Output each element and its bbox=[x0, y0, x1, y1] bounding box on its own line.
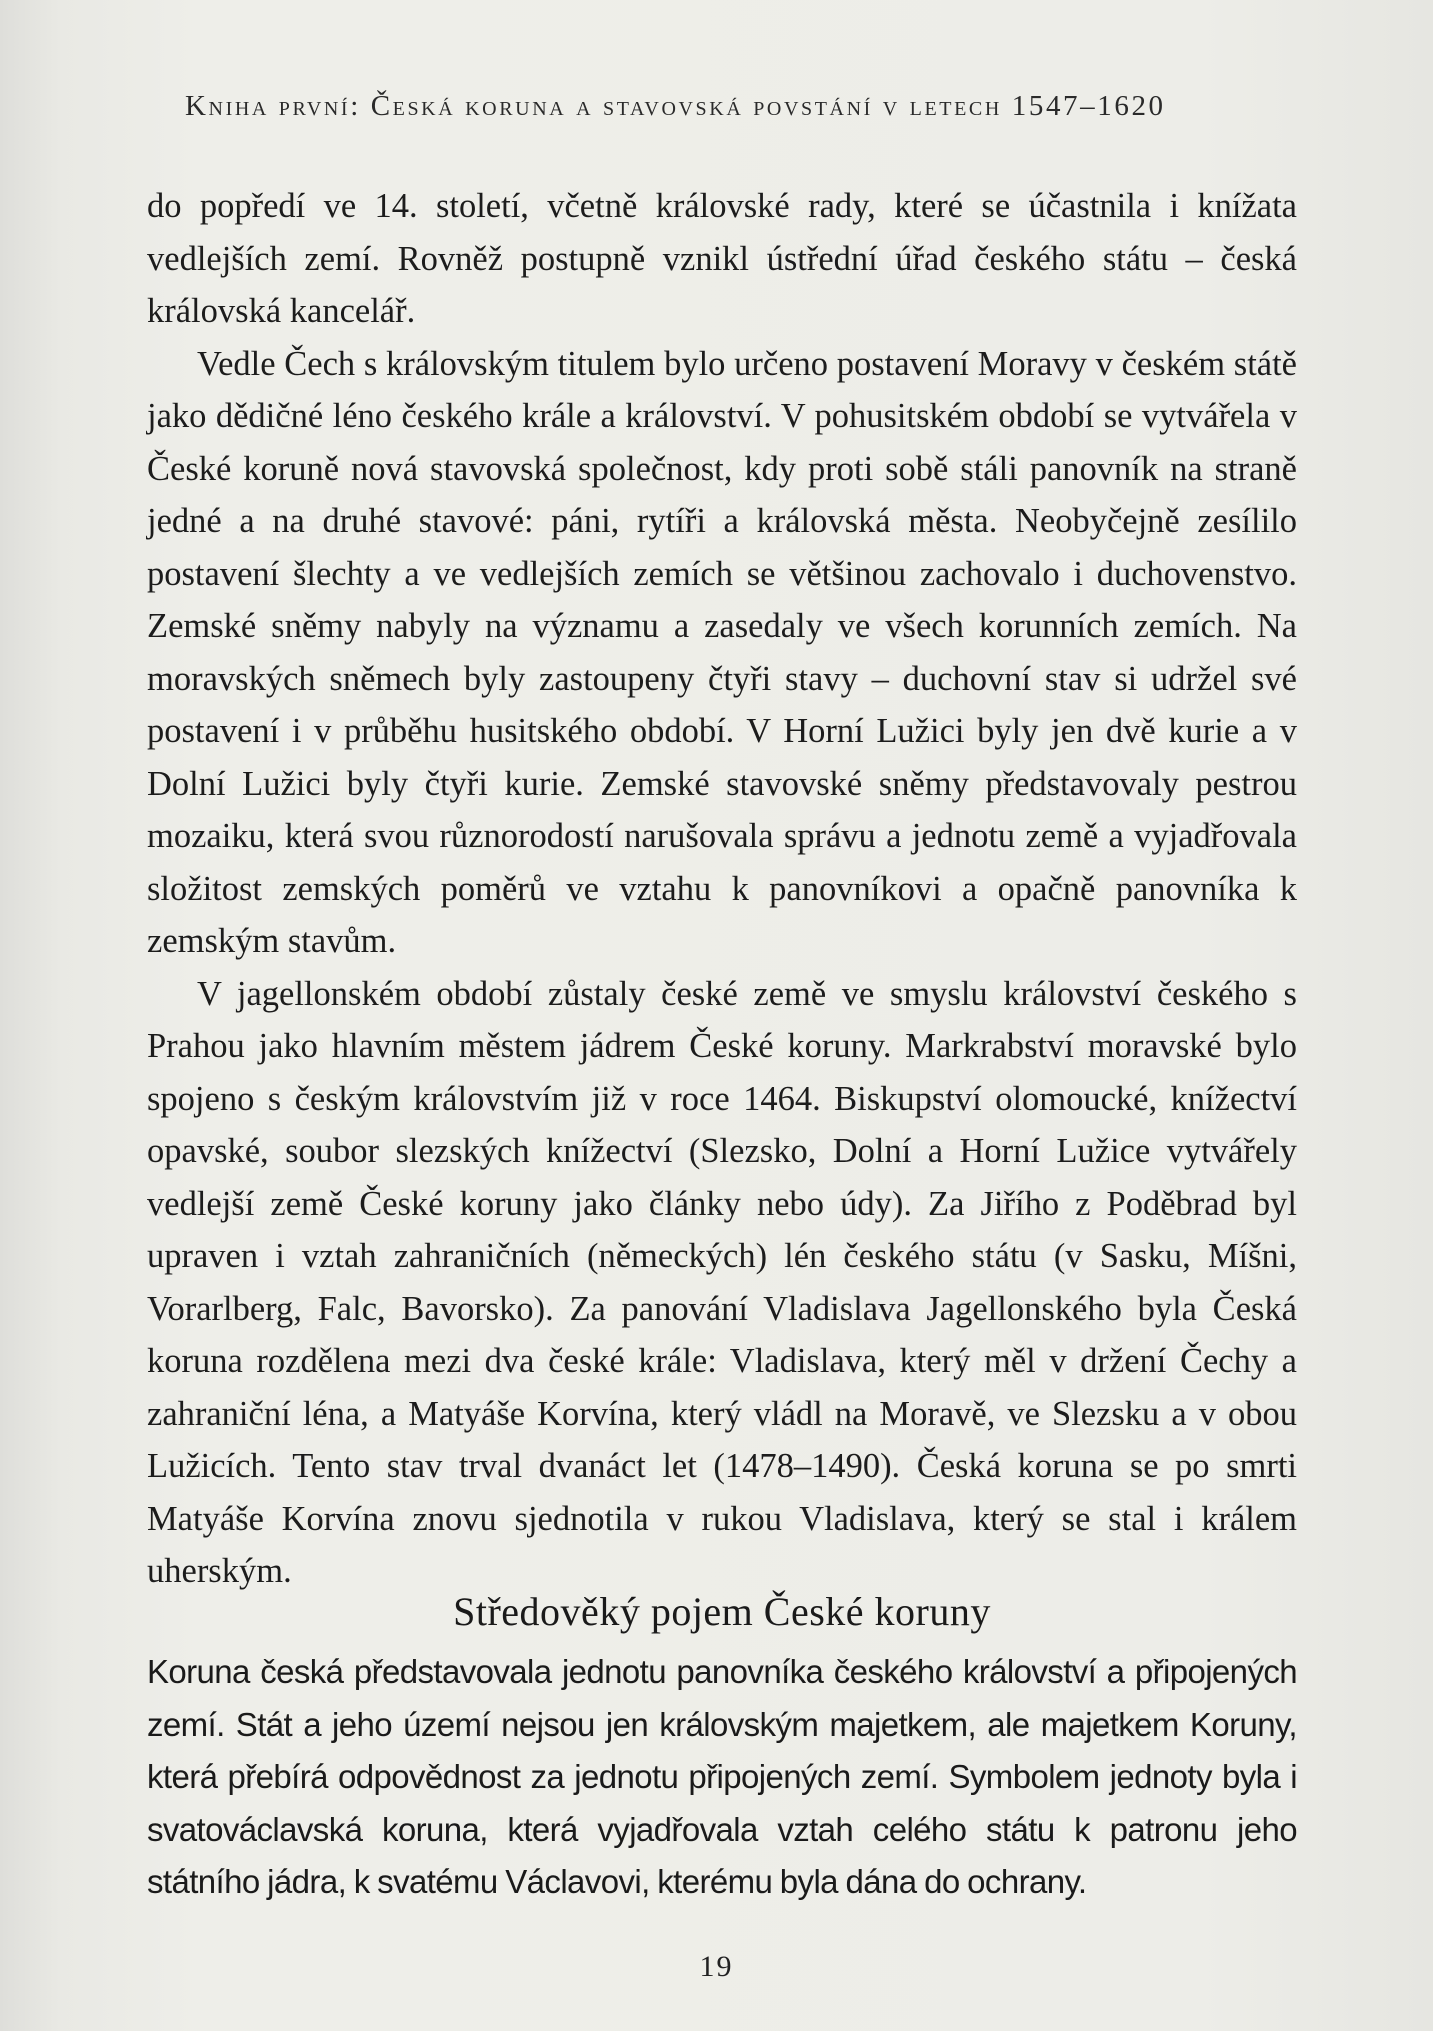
section-text bbox=[147, 1646, 1297, 1909]
paragraph-continuation: do popředí ve 14. století, včetně královské rady, které se účastnila i knížata vedlejších zemí. Rovněž postupně vznikl ústřední úřad českého státu – česká královská kancelář. bbox=[147, 187, 1297, 330]
page-number: 19 bbox=[699, 1950, 734, 1983]
running-head: Kniha první: Česká koruna a stavovská povstání v letech 1547–1620 bbox=[185, 90, 1166, 122]
paragraph: V jagellonském období zůstaly české země ve smyslu království českého s Prahou jako hlavním městem jádrem České koruny. Markrabství moravské bylo spojeno s českým královstvím již v roce 1464. Biskupství olomoucké, knížectví opavské, soubor slezských knížectví (Slezsko, Dolní a Horní Lužice vytvářely vedlejší země České koruny jako články nebo údy). Za Jiřího z Poděbrad byl upraven i vztah zahraničních (německých) lén českého státu (v Sasku, Míšni, Vorarlberg, Falc, Bavorsko). Za panování Vladislava Jagellonského byla Česká koruna rozdělena mezi dva české krále: Vladislava, který měl v držení Čechy a zahraniční léna, a Matyáše Korvína, který vládl na Moravě, ve Slezsku a v obou Lužicích. Tento stav trval dvanáct let (1478–1490). Česká koruna se po smrti Matyáše Korvína znovu sjednotila v rukou Vladislava, který se stal i králem uherským. bbox=[147, 974, 1297, 1590]
paragraph: Vedle Čech s královským titulem bylo určeno postavení Moravy v českém státě jako dědičné léno českého krále a království. V pohusitském období se vytvářela v České koruně nová stavovská společnost, kdy proti sobě stáli panovník na straně jedné a na druhé stavové: páni, rytíři a královská města. Neobyčejně zesílilo postavení šlechty a ve vedlejších zemích se většinou zachovalo i duchovenstvo. Zemské sněmy nabyly na významu a zasedaly ve všech korunních zemích. Na moravských sněmech byly zastoupeny čtyři stavy – duchovní stav si udržel své postavení i v průběhu husitského období. V Horní Lužici byly jen dvě kurie a v Dolní Lužici byly čtyři kurie. Zemské stavovské sněmy představovaly pestrou mozaiku, která svou různorodostí narušovala správu a jednotu země a vyjadřovala složitost zemských poměrů ve vztahu k panovníkovi a opačně panovníka k zemským stavům. bbox=[147, 344, 1297, 960]
body-text bbox=[147, 180, 1297, 1598]
section-heading: Středověký pojem České koruny bbox=[453, 1589, 991, 1634]
section-paragraph: Koruna česká představovala jednotu panovníka českého království a připojených zemí. Stát a jeho území nejsou jen královským majetkem, ale majetkem Koruny, která přebírá odpovědnost za jednotu připojených zemí. Symbolem jednoty byla i svatováclavská koruna, která vyjadřovala vztah celého státu k patronu jeho státního jádra, k svatému Václavovi, kterému byla dána do ochrany. bbox=[147, 1653, 1297, 1900]
